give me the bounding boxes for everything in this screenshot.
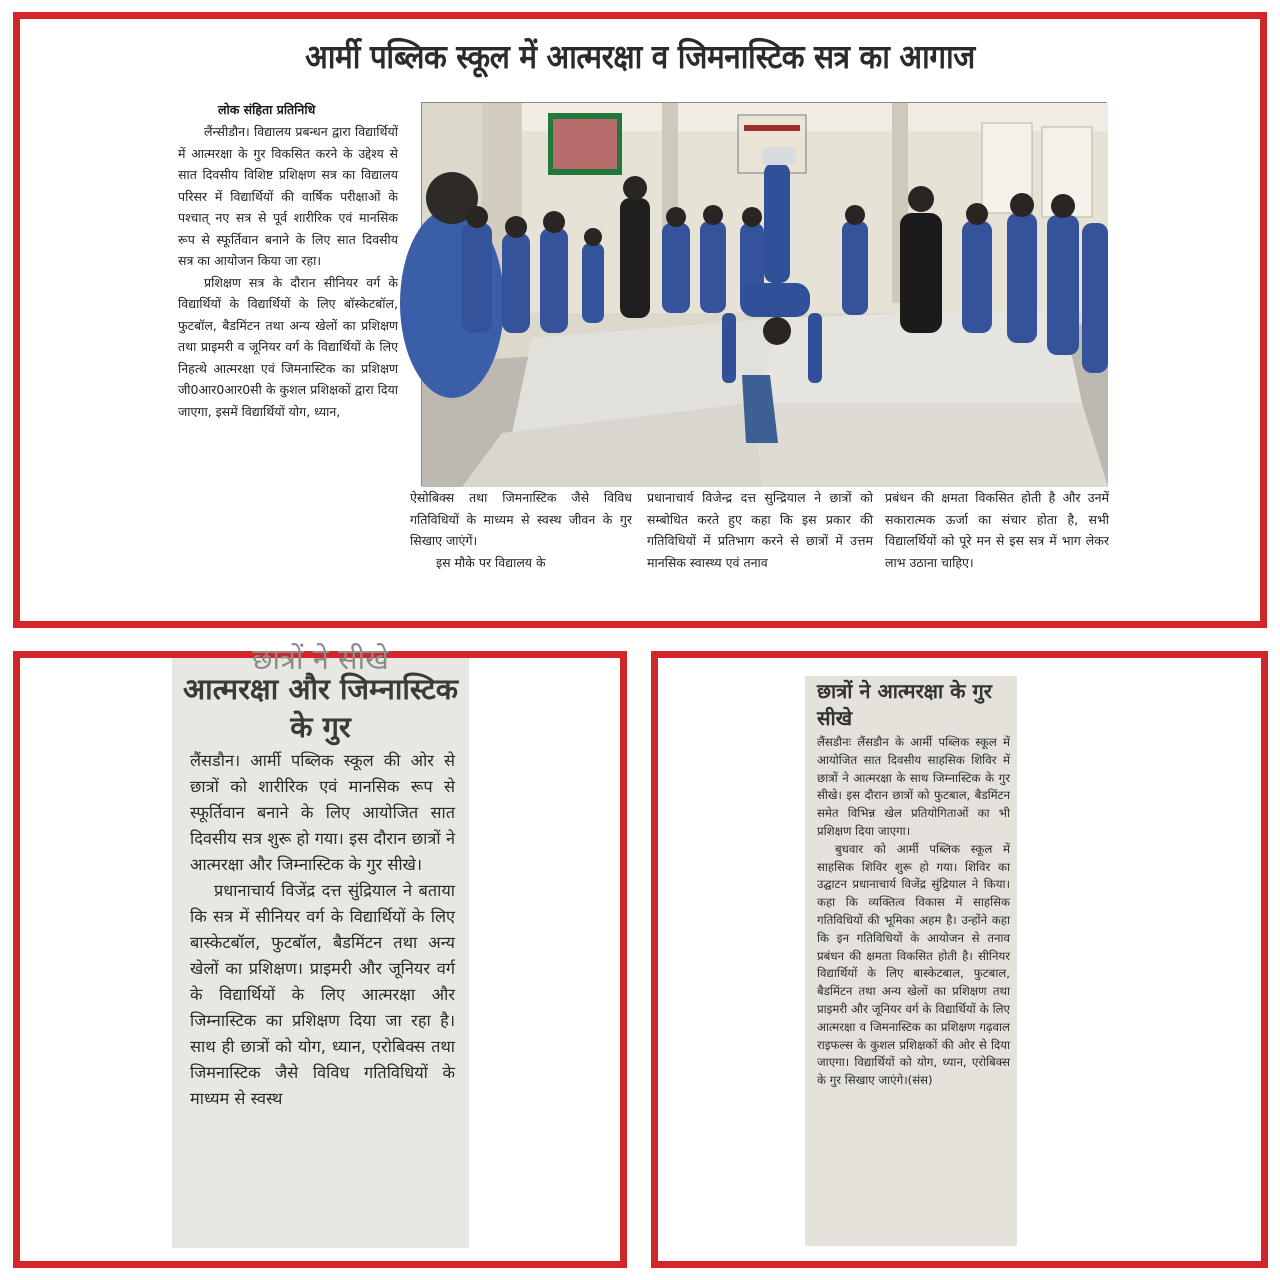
clipping-headline: आत्मरक्षा और जिम्नास्टिक के गुर [182,672,459,744]
headline-fragment: छात्रों ने सीखे [252,642,389,676]
newspaper-clipping [172,642,469,1248]
article-column-1 [178,121,398,422]
article-column-4 [885,487,1109,573]
top-clipping-frame [13,12,1267,628]
paragraph: प्रधानाचार्य विजेन्द्र दत्त सुन्द्रियाल ने छात्रों को सम्बोधित करते हुए कहा कि इस प्रकार की गतिविधियों में प्रतिभाग करने से छात्रों में उत्तम मानसिक स्वास्थ्य एवं तनाव [647,490,873,570]
paragraph: लैंसडौनः लैंसडौन के आर्मी पब्लिक स्कूल में आयोजित सात दिवसीय साहसिक शिविर में छात्रों ने आत्मरक्षा के साथ जिम्नास्टिक के गुर सीखे। इस दौरान छात्रों को फुटबाल, बैडमिंटन समेत विभिन्न खेल प्रतियोगिताओं का भी प्रशिक्षण दिया जाएगा। [817,735,1010,838]
paragraph: लैंन्सीडौन। विद्यालय प्रबन्धन द्वारा विद्यार्थियों में आत्मरक्षा के गुर विकसित करने के उद्देश्य से सात दिवसीय विशिष्ट प्रशिक्षण सत्र का विद्यालय परिसर में विद्यार्थियों की वार्षिक परीक्षाओं के पश्चात् नए सत्र से पूर्व शारीरिक एवं मानसिक रूप से स्फूर्तिवान बनाने के लिए सात दिवसीय सत्र का आयोजन किया जा रहा। [178,124,398,268]
article-column-2 [410,487,632,573]
article-column-3 [647,487,873,573]
gymnastics-photo [421,102,1107,486]
newspaper-clipping [805,676,1017,1246]
top-headline: आर्मी पब्लिक स्कूल में आत्मरक्षा व जिमनास्टिक सत्र का आगाज [305,37,975,76]
clipping-headline: छात्रों ने आत्मरक्षा के गुर सीखे [817,679,992,730]
byline: लोक संहिता प्रतिनिधि [218,102,316,117]
left-clipping-frame [13,642,627,1268]
clipping-body [172,746,469,1112]
clipping-body [805,732,1017,1090]
right-clipping-frame [651,651,1268,1268]
paragraph: ऐसोबिक्स तथा जिमनास्टिक जैसे विविध गतिविधियों के माध्यम से स्वस्थ जीवन के गुर सिखाए जाएंगें। [410,490,632,548]
paragraph: इस मौके पर विद्यालय के [436,554,546,570]
paragraph: प्रबंधन की क्षमता विकसित होती है और उनमें सकारात्मक ऊर्जा का संचार होता है, सभी विद्यालर्थियों को पूरे मन से इस सत्र में भाग लेकर लाभ उठाना चाहिए। [885,490,1109,570]
paragraph: लैंसडौन। आर्मी पब्लिक स्कूल की ओर से छात्रों को शारीरिक एवं मानसिक रूप से स्फूर्तिवान बनाने के लिए आयोजित सात दिवसीय सत्र शुरू हो गया। इस दौरान छात्रों ने आत्मरक्षा और जिम्नास्टिक के गुर सीखे। [190,751,455,874]
paragraph: बुधवार को आर्मी पब्लिक स्कूल में साहसिक शिविर शुरू हो गया। शिविर का उद्घाटन प्रधानाचार्य विजेंद्र सुंद्रियाल ने किया। कहा कि व्यक्तित्व विकास में साहसिक गतिविधियों की भूमिका अहम है। उन्होंने कहा कि इन गतिविधियों के आयोजन से तनाव प्रबंधन की क्षमता विकसित होती है। सीनियर विद्यार्थियों के लिए बास्केटबाल, फुटबाल, बैडमिंटन तथा अन्य खेलों का प्रशिक्षण तथा प्राइमरी और जूनियर वर्ग के विद्यार्थियों के लिए आत्मरक्षा व जिमनास्टिक का प्रशिक्षण गढ़वाल राइफल्स के कुशल प्रशिक्षकों की ओर से दिया जाएगा। विद्यार्थियों को योग, ध्यान, एरोबिक्स के गुर सिखाए जाएंगे।(संस) [817,841,1010,1088]
paragraph: प्रशिक्षण सत्र के दौरान सीनियर वर्ग के विद्यार्थियों के विद्यार्थियों के लिए बॉस्केटबॉल, फुटबॉल, बैडमिंटन तथा अन्य खेलों का प्रशिक्षण तथा प्राइमरी व जूनियर वर्ग के विद्यार्थियों के लिए निहत्थे आत्मरक्षा एवं जिमनास्टिक का प्रशिक्षण जी0आर0आर0सी के कुशल प्रशिक्षकों द्वारा दिया जाएगा, इसमें विद्यार्थियों योग, ध्यान, [178,274,398,419]
paragraph: प्रधानाचार्य विजेंद्र दत्त सुंद्रियाल ने बताया कि सत्र में सीनियर वर्ग के विद्यार्थियों के लिए बास्केटबॉल, फुटबॉल, बैडमिंटन तथा अन्य खेलों का प्रशिक्षण। प्राइमरी और जूनियर वर्ग के विद्यार्थियों के लिए आत्मरक्षा और जिम्नास्टिक का प्रशिक्षण दिया जा रहा है। साथ ही छात्रों को योग, ध्यान, एरोबिक्स तथा जिमनास्टिक जैसे विविध गतिविधियों के माध्यम से स्वस्थ [190,881,455,1108]
